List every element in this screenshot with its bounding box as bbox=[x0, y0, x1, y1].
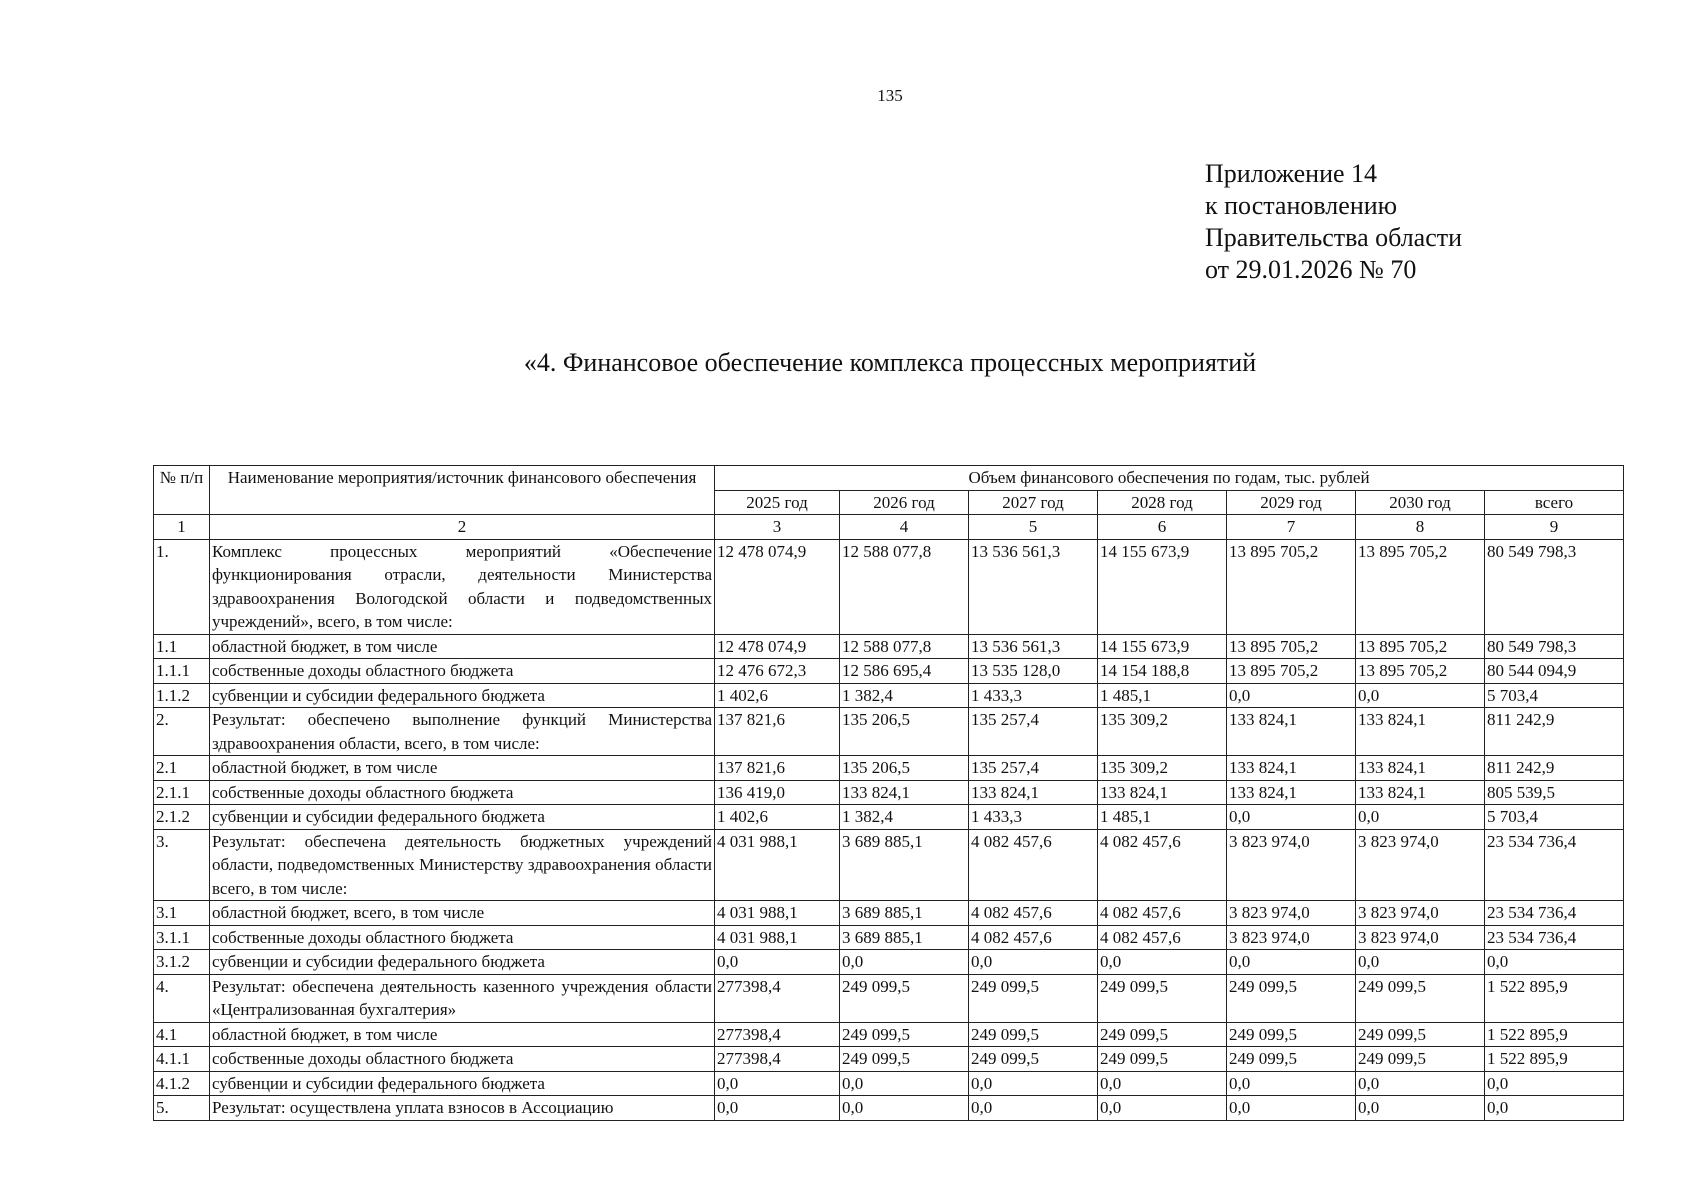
row-value: 133 824,1 bbox=[1098, 780, 1227, 805]
row-value: 4 031 988,1 bbox=[715, 829, 840, 901]
table-row bbox=[154, 539, 1624, 634]
table-row bbox=[154, 683, 1624, 708]
row-value: 0,0 bbox=[715, 950, 840, 975]
row-value: 12 478 074,9 bbox=[715, 539, 840, 634]
row-value: 0,0 bbox=[969, 1071, 1098, 1096]
header-year: 2028 год bbox=[1098, 490, 1227, 515]
row-value: 3 823 974,0 bbox=[1356, 901, 1485, 926]
row-number: 4. bbox=[154, 974, 210, 1022]
row-name: субвенции и субсидии федерального бюджета bbox=[210, 805, 715, 830]
row-total: 811 242,9 bbox=[1485, 756, 1624, 781]
row-value: 12 588 077,8 bbox=[840, 539, 969, 634]
row-value: 0,0 bbox=[969, 1096, 1098, 1121]
row-value: 13 536 561,3 bbox=[969, 634, 1098, 659]
row-value: 135 309,2 bbox=[1098, 756, 1227, 781]
column-number: 9 bbox=[1485, 515, 1624, 540]
row-value: 249 099,5 bbox=[1356, 1022, 1485, 1047]
header-year: 2029 год bbox=[1227, 490, 1356, 515]
row-value: 249 099,5 bbox=[969, 1022, 1098, 1047]
row-value: 13 895 705,2 bbox=[1356, 539, 1485, 634]
row-value: 1 433,3 bbox=[969, 683, 1098, 708]
table-row bbox=[154, 708, 1624, 756]
row-total: 23 534 736,4 bbox=[1485, 829, 1624, 901]
table-row bbox=[154, 1071, 1624, 1096]
column-number: 8 bbox=[1356, 515, 1485, 540]
row-value: 0,0 bbox=[1098, 950, 1227, 975]
page-number: 135 bbox=[877, 86, 903, 105]
row-value: 0,0 bbox=[840, 1071, 969, 1096]
row-value: 0,0 bbox=[1227, 1071, 1356, 1096]
header-volume: Объем финансового обеспечения по годам, тыс. рублей bbox=[715, 466, 1624, 491]
row-value: 4 031 988,1 bbox=[715, 925, 840, 950]
column-numbers-row bbox=[154, 515, 1624, 540]
row-value: 1 382,4 bbox=[840, 683, 969, 708]
row-value: 277398,4 bbox=[715, 1047, 840, 1072]
row-value: 13 535 128,0 bbox=[969, 659, 1098, 684]
row-value: 1 485,1 bbox=[1098, 683, 1227, 708]
table-row bbox=[154, 1096, 1624, 1121]
row-value: 137 821,6 bbox=[715, 708, 840, 756]
row-value: 4 031 988,1 bbox=[715, 901, 840, 926]
row-value: 0,0 bbox=[1356, 805, 1485, 830]
row-value: 133 824,1 bbox=[1356, 756, 1485, 781]
row-name: областной бюджет, в том числе bbox=[210, 756, 715, 781]
row-total: 80 544 094,9 bbox=[1485, 659, 1624, 684]
row-value: 135 309,2 bbox=[1098, 708, 1227, 756]
row-value: 0,0 bbox=[1356, 1071, 1485, 1096]
column-number: 7 bbox=[1227, 515, 1356, 540]
row-name: собственные доходы областного бюджета bbox=[210, 925, 715, 950]
row-value: 249 099,5 bbox=[1227, 974, 1356, 1022]
row-name: собственные доходы областного бюджета bbox=[210, 780, 715, 805]
table-row bbox=[154, 634, 1624, 659]
row-value: 0,0 bbox=[715, 1096, 840, 1121]
row-number: 4.1 bbox=[154, 1022, 210, 1047]
row-total: 80 549 798,3 bbox=[1485, 634, 1624, 659]
header-num: № п/п bbox=[154, 466, 210, 515]
row-value: 135 257,4 bbox=[969, 756, 1098, 781]
table-row bbox=[154, 805, 1624, 830]
row-value: 133 824,1 bbox=[969, 780, 1098, 805]
row-total: 1 522 895,9 bbox=[1485, 974, 1624, 1022]
row-value: 3 823 974,0 bbox=[1227, 829, 1356, 901]
row-total: 23 534 736,4 bbox=[1485, 925, 1624, 950]
header-year: 2025 год bbox=[715, 490, 840, 515]
row-number: 4.1.2 bbox=[154, 1071, 210, 1096]
row-name: собственные доходы областного бюджета bbox=[210, 659, 715, 684]
row-value: 13 895 705,2 bbox=[1227, 634, 1356, 659]
row-number: 2. bbox=[154, 708, 210, 756]
appendix-block bbox=[1205, 158, 1462, 286]
row-value: 277398,4 bbox=[715, 1022, 840, 1047]
row-name: субвенции и субсидии федерального бюджета bbox=[210, 1071, 715, 1096]
row-name: субвенции и субсидии федерального бюджета bbox=[210, 683, 715, 708]
column-number: 1 bbox=[154, 515, 210, 540]
row-value: 1 433,3 bbox=[969, 805, 1098, 830]
row-value: 1 402,6 bbox=[715, 683, 840, 708]
row-value: 137 821,6 bbox=[715, 756, 840, 781]
row-value: 13 536 561,3 bbox=[969, 539, 1098, 634]
row-value: 3 823 974,0 bbox=[1356, 829, 1485, 901]
appendix-line: Правительства области bbox=[1205, 223, 1463, 252]
row-value: 135 206,5 bbox=[840, 708, 969, 756]
row-value: 249 099,5 bbox=[1356, 974, 1485, 1022]
row-value: 0,0 bbox=[1227, 805, 1356, 830]
table-row bbox=[154, 901, 1624, 926]
row-value: 249 099,5 bbox=[1356, 1047, 1485, 1072]
column-number: 3 bbox=[715, 515, 840, 540]
row-value: 277398,4 bbox=[715, 974, 840, 1022]
row-total: 811 242,9 bbox=[1485, 708, 1624, 756]
row-value: 4 082 457,6 bbox=[1098, 901, 1227, 926]
header-year: 2026 год bbox=[840, 490, 969, 515]
row-value: 133 824,1 bbox=[840, 780, 969, 805]
table-row bbox=[154, 1022, 1624, 1047]
row-value: 0,0 bbox=[969, 950, 1098, 975]
table-row bbox=[154, 756, 1624, 781]
financing-table bbox=[153, 465, 1624, 1121]
row-value: 13 895 705,2 bbox=[1227, 539, 1356, 634]
row-value: 3 689 885,1 bbox=[840, 925, 969, 950]
table-row bbox=[154, 1047, 1624, 1072]
row-value: 14 155 673,9 bbox=[1098, 539, 1227, 634]
row-value: 0,0 bbox=[1356, 950, 1485, 975]
row-value: 249 099,5 bbox=[1098, 1047, 1227, 1072]
header-year: 2027 год bbox=[969, 490, 1098, 515]
row-name: Результат: осуществлена уплата взносов в Ассоциацию bbox=[210, 1096, 715, 1121]
row-value: 249 099,5 bbox=[969, 1047, 1098, 1072]
table-body bbox=[154, 539, 1624, 1120]
row-value: 0,0 bbox=[840, 1096, 969, 1121]
row-value: 1 402,6 bbox=[715, 805, 840, 830]
row-value: 133 824,1 bbox=[1227, 780, 1356, 805]
row-value: 136 419,0 bbox=[715, 780, 840, 805]
row-number: 3.1 bbox=[154, 901, 210, 926]
row-value: 249 099,5 bbox=[1098, 1022, 1227, 1047]
row-value: 4 082 457,6 bbox=[1098, 925, 1227, 950]
row-value: 12 586 695,4 bbox=[840, 659, 969, 684]
row-value: 3 823 974,0 bbox=[1356, 925, 1485, 950]
column-number: 2 bbox=[210, 515, 715, 540]
row-number: 5. bbox=[154, 1096, 210, 1121]
row-number: 2.1 bbox=[154, 756, 210, 781]
row-value: 12 478 074,9 bbox=[715, 634, 840, 659]
row-value: 4 082 457,6 bbox=[1098, 829, 1227, 901]
row-total: 1 522 895,9 bbox=[1485, 1022, 1624, 1047]
row-number: 1. bbox=[154, 539, 210, 634]
header-name: Наименование мероприятия/источник финансового обеспечения bbox=[210, 466, 715, 515]
document-title: «4. Финансовое обеспечение комплекса процессных мероприятий bbox=[523, 348, 1257, 377]
row-value: 249 099,5 bbox=[840, 1047, 969, 1072]
row-total: 805 539,5 bbox=[1485, 780, 1624, 805]
row-value: 4 082 457,6 bbox=[969, 829, 1098, 901]
row-value: 4 082 457,6 bbox=[969, 901, 1098, 926]
row-value: 0,0 bbox=[1356, 683, 1485, 708]
column-number: 5 bbox=[969, 515, 1098, 540]
row-value: 3 823 974,0 bbox=[1227, 901, 1356, 926]
row-value: 0,0 bbox=[1227, 1096, 1356, 1121]
row-value: 4 082 457,6 bbox=[969, 925, 1098, 950]
row-name: собственные доходы областного бюджета bbox=[210, 1047, 715, 1072]
row-name: субвенции и субсидии федерального бюджета bbox=[210, 950, 715, 975]
row-value: 3 823 974,0 bbox=[1227, 925, 1356, 950]
row-total: 0,0 bbox=[1485, 1096, 1624, 1121]
row-value: 249 099,5 bbox=[840, 1022, 969, 1047]
row-value: 13 895 705,2 bbox=[1356, 634, 1485, 659]
row-total: 5 703,4 bbox=[1485, 683, 1624, 708]
row-number: 3.1.2 bbox=[154, 950, 210, 975]
table-row bbox=[154, 659, 1624, 684]
row-value: 3 689 885,1 bbox=[840, 901, 969, 926]
row-name: Комплекс процессных мероприятий «Обеспечение функционирования отрасли, деятельности Министерства здравоохранения Вологодской области и подведомственных учреждений», всего, в том числе: bbox=[210, 539, 715, 634]
header-year: 2030 год bbox=[1356, 490, 1485, 515]
row-value: 249 099,5 bbox=[1227, 1022, 1356, 1047]
header-total: всего bbox=[1485, 490, 1624, 515]
row-name: Результат: обеспечено выполнение функций Министерства здравоохранения области, всего, в том числе: bbox=[210, 708, 715, 756]
table-row bbox=[154, 974, 1624, 1022]
row-value: 1 382,4 bbox=[840, 805, 969, 830]
row-value: 249 099,5 bbox=[1227, 1047, 1356, 1072]
row-number: 2.1.2 bbox=[154, 805, 210, 830]
row-value: 0,0 bbox=[1098, 1071, 1227, 1096]
row-value: 0,0 bbox=[715, 1071, 840, 1096]
row-value: 133 824,1 bbox=[1356, 780, 1485, 805]
row-value: 133 824,1 bbox=[1356, 708, 1485, 756]
row-number: 1.1 bbox=[154, 634, 210, 659]
row-total: 5 703,4 bbox=[1485, 805, 1624, 830]
row-number: 4.1.1 bbox=[154, 1047, 210, 1072]
row-value: 135 206,5 bbox=[840, 756, 969, 781]
row-value: 0,0 bbox=[1227, 683, 1356, 708]
row-value: 0,0 bbox=[1356, 1096, 1485, 1121]
row-value: 13 895 705,2 bbox=[1227, 659, 1356, 684]
row-name: Результат: обеспечена деятельность бюджетных учреждений области, подведомственных Министерству здравоохранения области всего, в том числе: bbox=[210, 829, 715, 901]
row-value: 133 824,1 bbox=[1227, 756, 1356, 781]
row-value: 14 154 188,8 bbox=[1098, 659, 1227, 684]
row-value: 0,0 bbox=[1098, 1096, 1227, 1121]
appendix-line: к постановлению bbox=[1205, 191, 1398, 220]
row-name: областной бюджет, всего, в том числе bbox=[210, 901, 715, 926]
row-value: 135 257,4 bbox=[969, 708, 1098, 756]
row-total: 1 522 895,9 bbox=[1485, 1047, 1624, 1072]
row-name: областной бюджет, в том числе bbox=[210, 634, 715, 659]
row-number: 2.1.1 bbox=[154, 780, 210, 805]
row-total: 0,0 bbox=[1485, 950, 1624, 975]
row-number: 1.1.2 bbox=[154, 683, 210, 708]
row-total: 23 534 736,4 bbox=[1485, 901, 1624, 926]
table-row bbox=[154, 925, 1624, 950]
row-value: 0,0 bbox=[840, 950, 969, 975]
row-total: 80 549 798,3 bbox=[1485, 539, 1624, 634]
row-number: 3. bbox=[154, 829, 210, 901]
header-row bbox=[154, 466, 1624, 491]
row-value: 133 824,1 bbox=[1227, 708, 1356, 756]
row-value: 0,0 bbox=[1227, 950, 1356, 975]
row-value: 249 099,5 bbox=[969, 974, 1098, 1022]
column-number: 4 bbox=[840, 515, 969, 540]
row-value: 249 099,5 bbox=[840, 974, 969, 1022]
row-value: 12 476 672,3 bbox=[715, 659, 840, 684]
table-row bbox=[154, 829, 1624, 901]
appendix-line: Приложение 14 bbox=[1205, 159, 1378, 188]
row-number: 1.1.1 bbox=[154, 659, 210, 684]
row-value: 12 588 077,8 bbox=[840, 634, 969, 659]
row-value: 249 099,5 bbox=[1098, 974, 1227, 1022]
row-value: 1 485,1 bbox=[1098, 805, 1227, 830]
row-number: 3.1.1 bbox=[154, 925, 210, 950]
row-value: 13 895 705,2 bbox=[1356, 659, 1485, 684]
row-total: 0,0 bbox=[1485, 1071, 1624, 1096]
row-name: Результат: обеспечена деятельность казенного учреждения области «Централизованная бухгалтерия» bbox=[210, 974, 715, 1022]
appendix-line: от 29.01.2026 № 70 bbox=[1205, 255, 1417, 284]
row-name: областной бюджет, в том числе bbox=[210, 1022, 715, 1047]
table-row bbox=[154, 950, 1624, 975]
row-value: 14 155 673,9 bbox=[1098, 634, 1227, 659]
row-value: 3 689 885,1 bbox=[840, 829, 969, 901]
column-number: 6 bbox=[1098, 515, 1227, 540]
table-row bbox=[154, 780, 1624, 805]
